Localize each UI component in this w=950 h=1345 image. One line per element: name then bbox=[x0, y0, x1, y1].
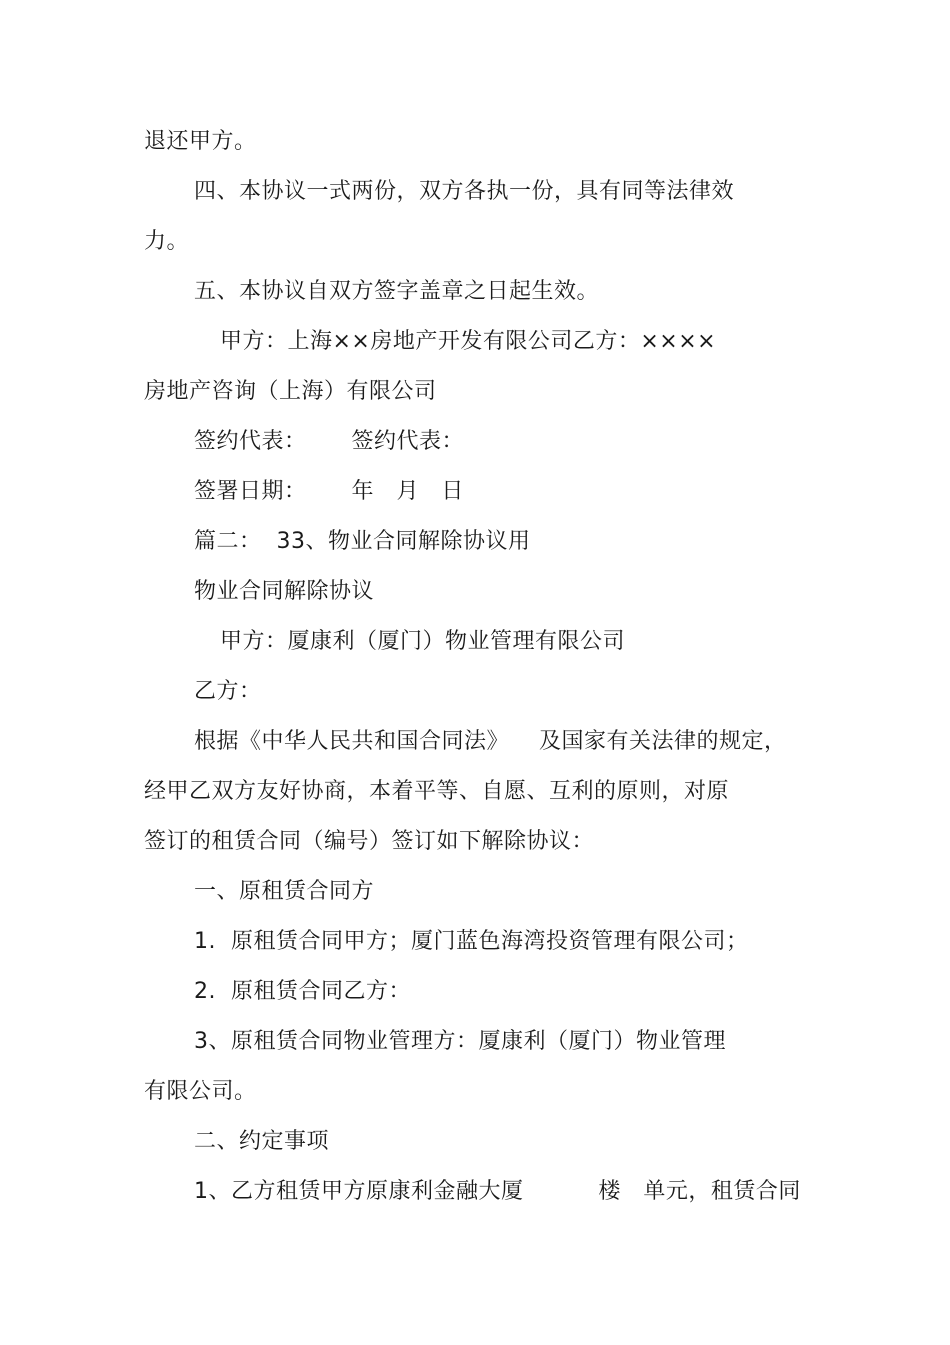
text-line: 房地产咨询（上海）有限公司 bbox=[144, 379, 437, 404]
text-line: 签约代表： 签约代表： bbox=[194, 429, 464, 454]
text-line: 根据《中华人民共和国合同法》 及国家有关法律的规定， bbox=[194, 729, 787, 754]
text-line: 四、本协议一式两份，双方各执一份，具有同等法律效 bbox=[194, 179, 735, 204]
document-title: 物业合同解除协议 bbox=[194, 579, 375, 604]
text-line: 二、约定事项 bbox=[194, 1129, 330, 1154]
text-line: 1、乙方租赁甲方原康利金融大厦 楼 单元，租赁合同 bbox=[194, 1179, 801, 1204]
text-line: 经甲乙双方友好协商，本着平等、自愿、互利的原则，对原 bbox=[144, 779, 730, 804]
section-heading: 篇二： 33、物业合同解除协议用 bbox=[194, 529, 531, 554]
text-line: 乙方： bbox=[194, 679, 262, 704]
text-line: 签署日期： 年 月 日 bbox=[194, 479, 464, 504]
text-line: 五、本协议自双方签字盖章之日起生效。 bbox=[194, 279, 600, 304]
text-line: 1. 原租赁合同甲方；厦门蓝色海湾投资管理有限公司； bbox=[194, 929, 749, 954]
text-line: 退还甲方。 bbox=[144, 129, 257, 154]
text-line: 力。 bbox=[144, 229, 190, 254]
text-line: 签订的租赁合同（编号）签订如下解除协议： bbox=[144, 829, 595, 854]
text-line: 有限公司。 bbox=[144, 1079, 257, 1104]
text-line: 3、原租赁合同物业管理方：厦康利（厦门）物业管理 bbox=[194, 1029, 726, 1054]
text-line: 2. 原租赁合同乙方： bbox=[194, 979, 411, 1004]
text-line: 甲方：上海××房地产开发有限公司乙方：×××× bbox=[220, 329, 717, 354]
text-line: 甲方：厦康利（厦门）物业管理有限公司 bbox=[220, 629, 626, 654]
text-line: 一、原租赁合同方 bbox=[194, 879, 375, 904]
